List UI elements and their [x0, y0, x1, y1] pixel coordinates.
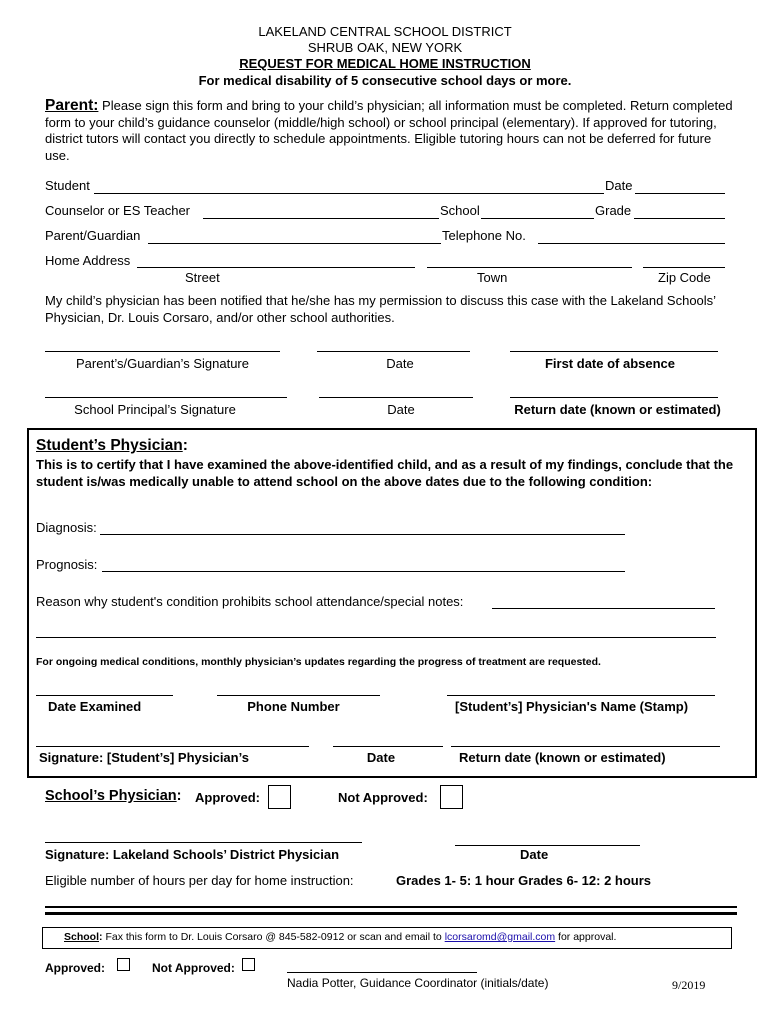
reason-field-line-2[interactable] [36, 637, 716, 638]
return-date-field[interactable] [510, 397, 718, 398]
physician-signature-field[interactable] [36, 746, 309, 747]
principal-signature-field[interactable] [45, 397, 287, 398]
grade-label: Grade [595, 203, 632, 218]
footer-not-approved-checkbox[interactable] [242, 958, 255, 971]
physician-signature-caption: Signature: [Student’s] Physician’s [39, 750, 249, 765]
parent-guardian-label: Parent/Guardian [45, 228, 141, 243]
town-field[interactable] [427, 267, 632, 268]
form-subtitle: For medical disability of 5 consecutive school days or more. [198, 73, 572, 88]
approved-label: Approved: [195, 790, 260, 805]
school-field[interactable] [481, 218, 594, 219]
zip-field[interactable] [643, 267, 725, 268]
principal-signature-caption: School Principal’s Signature [74, 402, 236, 417]
town-caption: Town [477, 270, 508, 285]
parent-instructions-block [45, 98, 735, 164]
physician-return-date-field[interactable] [451, 746, 720, 747]
parent-date-caption: Date [386, 356, 414, 371]
telephone-field[interactable] [538, 243, 725, 244]
diagnosis-label: Diagnosis: [36, 520, 97, 535]
grade-field[interactable] [634, 218, 725, 219]
physician-return-date-caption: Return date (known or estimated) [459, 750, 666, 765]
not-approved-label: Not Approved: [338, 790, 428, 805]
parent-date-field[interactable] [317, 351, 470, 352]
physician-name-field[interactable] [447, 695, 715, 696]
prognosis-label: Prognosis: [36, 557, 98, 572]
school-physician-date-field[interactable] [455, 845, 640, 846]
physician-certification: This is to certify that I have examined the above-identified child, and as a result of my findings, conclude that the student is/was medically unable to attend school on the above dates due to the following condition: [36, 457, 734, 489]
parent-signature-field[interactable] [45, 351, 280, 352]
form-title: REQUEST FOR MEDICAL HOME INSTRUCTION [239, 56, 531, 71]
school-physician-heading: School’s Physician [45, 788, 177, 804]
separator-rule-bottom [45, 912, 737, 915]
coordinator-caption: Nadia Potter, Guidance Coordinator (initials/date) [287, 976, 549, 990]
street-field[interactable] [137, 267, 415, 268]
footer-not-approved-label: Not Approved: [152, 961, 235, 975]
date-field[interactable] [635, 193, 725, 194]
home-address-label: Home Address [45, 253, 131, 268]
telephone-label: Telephone No. [442, 228, 526, 243]
physician-heading: Student’s Physician [36, 437, 183, 454]
footer-approved-label: Approved: [45, 961, 105, 975]
physician-date-caption: Date [366, 750, 396, 765]
coordinator-initials-field[interactable] [287, 972, 477, 973]
school-physician-signature-caption: Signature: Lakeland Schools’ District Physician [45, 847, 340, 862]
first-absence-caption: First date of absence [544, 356, 676, 371]
prognosis-field[interactable] [102, 571, 625, 572]
parent-signature-caption: Parent’s/Guardian’s Signature [76, 356, 249, 371]
email-link[interactable]: lcorsaromd@gmail.com [444, 931, 556, 943]
principal-date-field[interactable] [319, 397, 473, 398]
counselor-field[interactable] [203, 218, 439, 219]
fax-instructions-end: for approval. [558, 931, 617, 943]
ongoing-note: For ongoing medical conditions, monthly physician’s updates regarding the progress of treatment are requested. [36, 656, 601, 668]
student-label: Student [45, 178, 90, 193]
school-physician-heading-colon: : [176, 788, 182, 804]
phone-number-caption: Phone Number [247, 699, 340, 714]
first-absence-field[interactable] [510, 351, 718, 352]
street-caption: Street [185, 270, 220, 285]
phone-number-field[interactable] [217, 695, 380, 696]
eligible-hours-value: Grades 1- 5: 1 hour Grades 6- 12: 2 hours [396, 873, 652, 888]
not-approved-checkbox[interactable] [440, 785, 463, 809]
physician-name-caption: [Student’s] Physician's Name (Stamp) [455, 699, 689, 714]
approved-checkbox[interactable] [268, 785, 291, 809]
parent-heading: Parent: [45, 97, 99, 114]
date-examined-field[interactable] [36, 695, 173, 696]
district-name: LAKELAND CENTRAL SCHOOL DISTRICT [258, 24, 512, 39]
student-field[interactable] [94, 193, 604, 194]
physician-heading-wrap [36, 437, 188, 455]
parent-guardian-field[interactable] [148, 243, 441, 244]
form-version: 9/2019 [672, 978, 706, 992]
school-physician-date-caption: Date [520, 847, 549, 862]
parent-instructions: Please sign this form and bring to your child’s physician; all information must be completed. Return completed form to your child’s guidance counselor (middle/high school) or school principal (elementary). If approved for tutoring, district tutors will contact you directly to schedule appointments. Eligible tutoring hours can not be deferred for future use. [45, 98, 733, 163]
zip-caption: Zip Code [658, 270, 711, 285]
consent-text: My child’s physician has been notified that he/she has my permission to discuss this case with the Lakeland Schools’ Physician, Dr. Louis Corsaro, and/or other school authorities. [45, 293, 716, 325]
school-label: School [440, 203, 480, 218]
school-footer-colon: : [99, 931, 103, 943]
return-date-caption: Return date (known or estimated) [514, 402, 721, 417]
school-physician-signature-field[interactable] [45, 842, 362, 843]
fax-instructions: Fax this form to Dr. Louis Corsaro @ 845-582-0912 or scan and email to [105, 931, 442, 943]
diagnosis-field[interactable] [100, 534, 625, 535]
principal-date-caption: Date [387, 402, 415, 417]
school-physician-heading-wrap [45, 788, 181, 804]
date-label: Date [605, 178, 633, 193]
school-fax-line [64, 931, 616, 943]
reason-field[interactable] [492, 608, 715, 609]
date-examined-caption: Date Examined [48, 699, 142, 714]
reason-label: Reason why student's condition prohibits school attendance/special notes: [36, 594, 464, 609]
district-location: SHRUB OAK, NEW YORK [307, 40, 463, 55]
school-footer-label: School [64, 931, 100, 943]
eligible-hours-label: Eligible number of hours per day for home instruction: [45, 873, 354, 888]
separator-rule-top [45, 906, 737, 908]
footer-approved-checkbox[interactable] [117, 958, 130, 971]
counselor-label: Counselor or ES Teacher [45, 203, 191, 218]
physician-heading-colon: : [182, 437, 188, 454]
physician-date-field[interactable] [333, 746, 443, 747]
